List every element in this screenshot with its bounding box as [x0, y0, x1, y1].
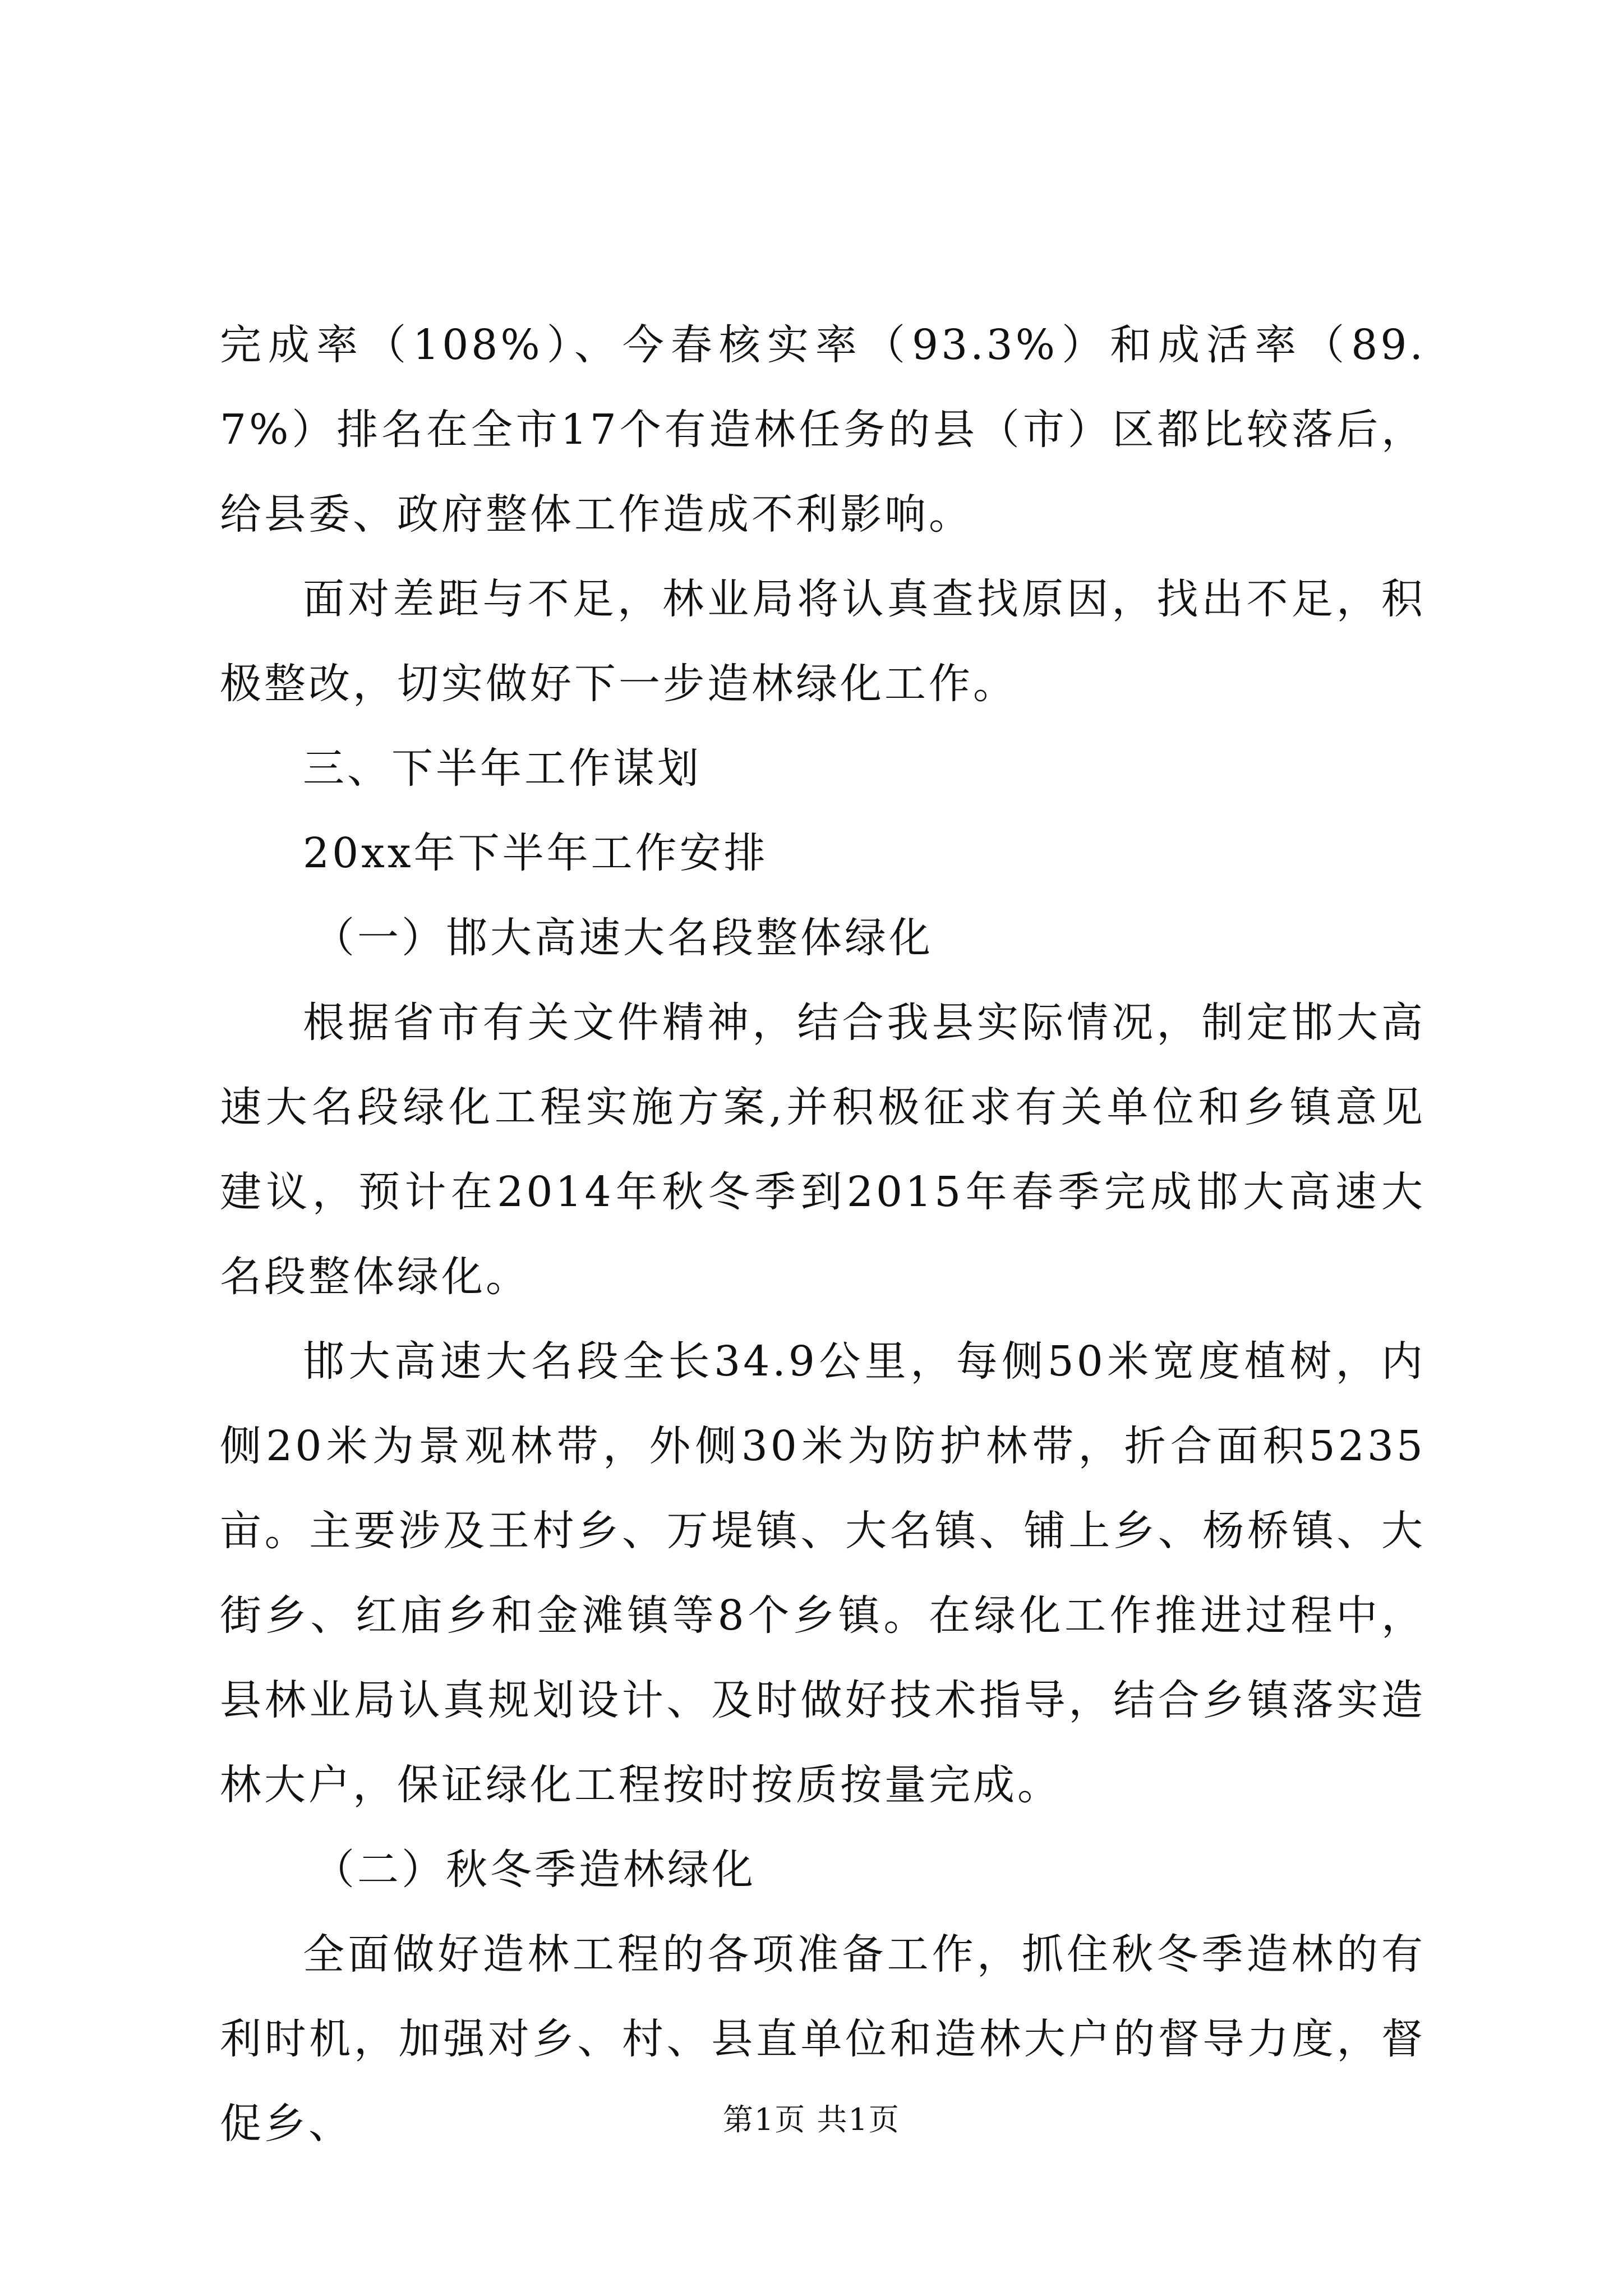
subheading-autumn-winter: （二）秋冬季造林绿化: [313, 1846, 756, 1894]
paragraph-continuation: 完成率（108%）、今春核实率（93.3%）和成活率（89.7%）排名在全市17个有造林任务的县（市）区都比较落后，给县委、政府整体工作造成不利影响。: [220, 321, 1426, 539]
document-body: [220, 303, 1426, 2166]
paragraph-autumn-winter: 全面做好造林工程的各项准备工作，抓住秋冬季造林的有利时机，加强对乡、村、县直单位和造林大户的督导力度，督促乡、: [220, 1930, 1426, 2148]
paragraph-highway-plan: 根据省市有关文件精神，结合我县实际情况，制定邯大高速大名段绿化工程实施方案,并积极征求有关单位和乡镇意见建议，预计在2014年秋冬季到2015年春季完成邯大高速大名段整体绿化。: [220, 999, 1426, 1301]
page-footer: 第1页 共1页: [723, 2102, 900, 2137]
paragraph-highway-details: 邯大高速大名段全长34.9公里，每侧50米宽度植树，内侧20米为景观林带，外侧30米为防护林带，折合面积5235亩。主要涉及王村乡、万堤镇、大名镇、铺上乡、杨桥镇、大街乡、红庙乡和金滩镇等8个乡镇。在绿化工作推进过程中，县林业局认真规划设计、及时做好技术指导，结合乡镇落实造林大户，保证绿化工程按时按质按量完成。: [220, 1337, 1426, 1809]
subheading-highway-greening: （一）邯大高速大名段整体绿化: [313, 914, 933, 962]
subheading-arrangement: 20xx年下半年工作安排: [303, 829, 768, 877]
section-heading-plan: 三、下半年工作谋划: [303, 744, 702, 793]
paragraph-gap-analysis: 面对差距与不足，林业局将认真查找原因，找出不足，积极整改，切实做好下一步造林绿化工作。: [220, 575, 1426, 708]
